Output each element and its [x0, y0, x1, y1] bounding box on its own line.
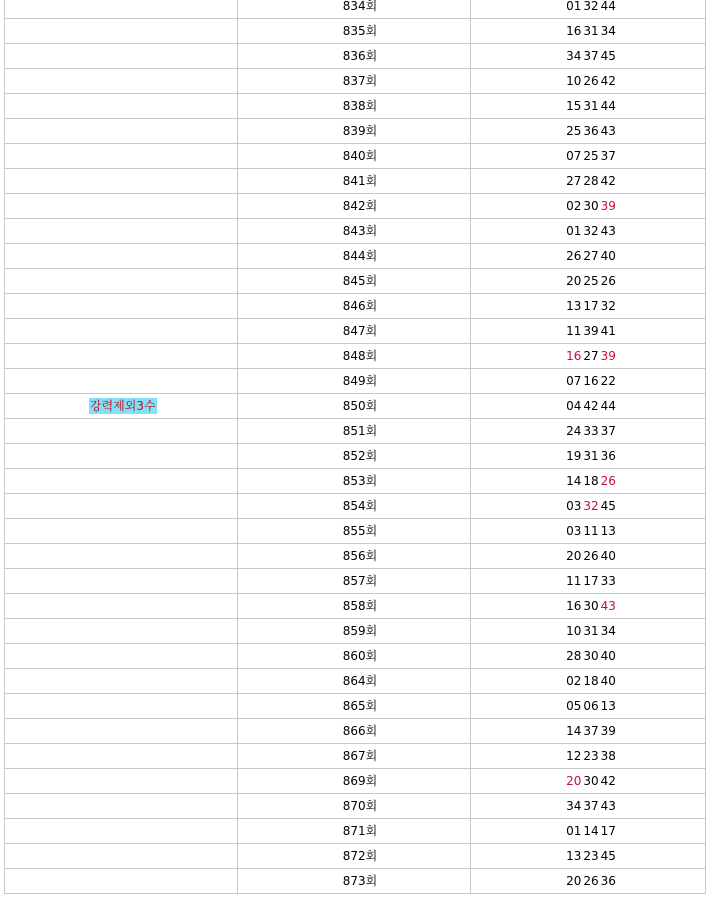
number: 16: [566, 599, 582, 613]
table-row: [5, 744, 705, 769]
table-row: [5, 669, 705, 694]
round-cell: 873회: [238, 869, 471, 893]
numbers-cell: [471, 394, 703, 418]
table-row: [5, 469, 705, 494]
number: 14: [583, 824, 599, 838]
round-cell: 866회: [238, 719, 471, 743]
round-cell: 851회: [238, 419, 471, 443]
number: 37: [583, 724, 599, 738]
table-row: [5, 644, 705, 669]
number: 28: [566, 649, 582, 663]
round-cell: 840회: [238, 144, 471, 168]
number: 30: [583, 649, 599, 663]
note-cell: [5, 169, 238, 193]
note-cell: [5, 94, 238, 118]
note-cell: [5, 544, 238, 568]
number: 36: [600, 449, 616, 463]
round-cell: 848회: [238, 344, 471, 368]
number: 23: [583, 849, 599, 863]
number: 07: [566, 374, 582, 388]
number: 40: [600, 249, 616, 263]
table-row: [5, 344, 705, 369]
number: 12: [566, 749, 582, 763]
note-cell: [5, 769, 238, 793]
number: 30: [583, 199, 599, 213]
numbers-cell: [471, 294, 703, 318]
highlighted-number: 26: [600, 474, 616, 488]
number: 25: [566, 124, 582, 138]
number: 43: [600, 124, 616, 138]
number: 27: [583, 249, 599, 263]
number: 42: [600, 174, 616, 188]
numbers-cell: [471, 794, 703, 818]
number: 19: [566, 449, 582, 463]
numbers-cell: [471, 719, 703, 743]
note-cell: [5, 744, 238, 768]
note-cell: [5, 319, 238, 343]
table-row: [5, 569, 705, 594]
note-cell: [5, 644, 238, 668]
round-cell: 837회: [238, 69, 471, 93]
number: 31: [583, 624, 599, 638]
number: 40: [600, 649, 616, 663]
number: 30: [583, 599, 599, 613]
table-row: [5, 869, 705, 894]
number: 43: [600, 799, 616, 813]
table-row: [5, 219, 705, 244]
number: 16: [583, 374, 599, 388]
note-cell: [5, 669, 238, 693]
number: 01: [566, 0, 582, 13]
note-cell: [5, 244, 238, 268]
note-cell: [5, 594, 238, 618]
numbers-cell: [471, 94, 703, 118]
number: 01: [566, 224, 582, 238]
number: 38: [600, 749, 616, 763]
numbers-cell: [471, 0, 703, 18]
table-row: [5, 519, 705, 544]
round-cell: 834회: [238, 0, 471, 18]
number: 27: [566, 174, 582, 188]
table-row: [5, 719, 705, 744]
table-row: [5, 94, 705, 119]
note-cell: [5, 194, 238, 218]
numbers-cell: [471, 144, 703, 168]
round-cell: 850회: [238, 394, 471, 418]
number: 16: [566, 24, 582, 38]
number: 39: [600, 724, 616, 738]
table-row: [5, 244, 705, 269]
note-cell: [5, 69, 238, 93]
note-cell: [5, 794, 238, 818]
numbers-cell: [471, 644, 703, 668]
numbers-cell: [471, 19, 703, 43]
number: 25: [583, 149, 599, 163]
table-row: [5, 494, 705, 519]
round-cell: 858회: [238, 594, 471, 618]
numbers-cell: [471, 194, 703, 218]
highlighted-number: 20: [566, 774, 582, 788]
number: 45: [600, 49, 616, 63]
table-row: [5, 44, 705, 69]
number: 06: [583, 699, 599, 713]
numbers-cell: [471, 269, 703, 293]
note-cell: [5, 844, 238, 868]
number: 20: [566, 874, 582, 888]
number: 39: [583, 324, 599, 338]
number: 42: [583, 399, 599, 413]
numbers-cell: [471, 44, 703, 68]
numbers-cell: [471, 169, 703, 193]
note-cell: [5, 869, 238, 893]
number: 10: [566, 624, 582, 638]
numbers-cell: [471, 694, 703, 718]
number: 10: [566, 74, 582, 88]
note-cell: [5, 394, 238, 418]
number: 15: [566, 99, 582, 113]
number: 26: [566, 249, 582, 263]
round-cell: 843회: [238, 219, 471, 243]
number: 01: [566, 824, 582, 838]
table-row: [5, 0, 705, 19]
note-cell: [5, 119, 238, 143]
note-cell: [5, 269, 238, 293]
note-cell: [5, 444, 238, 468]
round-cell: 846회: [238, 294, 471, 318]
table-row: [5, 544, 705, 569]
round-cell: 854회: [238, 494, 471, 518]
note-cell: [5, 0, 238, 18]
note-cell: [5, 369, 238, 393]
round-cell: 864회: [238, 669, 471, 693]
number: 37: [600, 149, 616, 163]
number: 41: [600, 324, 616, 338]
round-cell: 870회: [238, 794, 471, 818]
number: 05: [566, 699, 582, 713]
round-cell: 853회: [238, 469, 471, 493]
numbers-cell: [471, 769, 703, 793]
numbers-cell: [471, 619, 703, 643]
round-cell: 869회: [238, 769, 471, 793]
number: 44: [600, 99, 616, 113]
number: 32: [583, 224, 599, 238]
number: 32: [583, 0, 599, 13]
table-row: [5, 169, 705, 194]
number: 25: [583, 274, 599, 288]
round-cell: 845회: [238, 269, 471, 293]
note-cell: [5, 494, 238, 518]
number: 33: [600, 574, 616, 588]
numbers-cell: [471, 744, 703, 768]
number: 37: [583, 49, 599, 63]
table-row: [5, 769, 705, 794]
round-cell: 855회: [238, 519, 471, 543]
note-cell: [5, 144, 238, 168]
round-cell: 857회: [238, 569, 471, 593]
table-row: [5, 444, 705, 469]
number: 20: [566, 549, 582, 563]
round-cell: 836회: [238, 44, 471, 68]
note-cell: [5, 469, 238, 493]
number: 17: [583, 574, 599, 588]
table-row: [5, 419, 705, 444]
number: 14: [566, 474, 582, 488]
round-cell: 871회: [238, 819, 471, 843]
table-row: [5, 594, 705, 619]
highlighted-number: 32: [583, 499, 599, 513]
highlighted-number: 16: [566, 349, 582, 363]
number: 02: [566, 674, 582, 688]
table-row: [5, 619, 705, 644]
number: 18: [583, 674, 599, 688]
exclusion-note: 강력제외3수: [90, 399, 156, 413]
number: 11: [566, 574, 582, 588]
number: 32: [600, 299, 616, 313]
numbers-cell: [471, 219, 703, 243]
note-cell: [5, 344, 238, 368]
number: 34: [566, 49, 582, 63]
number: 31: [583, 449, 599, 463]
numbers-cell: [471, 569, 703, 593]
number: 44: [600, 399, 616, 413]
number: 40: [600, 549, 616, 563]
table-row: [5, 819, 705, 844]
round-cell: 859회: [238, 619, 471, 643]
note-cell: [5, 819, 238, 843]
round-cell: 842회: [238, 194, 471, 218]
round-cell: 860회: [238, 644, 471, 668]
table-row: [5, 794, 705, 819]
numbers-cell: [471, 669, 703, 693]
number: 26: [583, 549, 599, 563]
numbers-cell: [471, 369, 703, 393]
numbers-cell: [471, 844, 703, 868]
number: 37: [600, 424, 616, 438]
number: 40: [600, 674, 616, 688]
round-cell: 867회: [238, 744, 471, 768]
numbers-cell: [471, 419, 703, 443]
round-cell: 852회: [238, 444, 471, 468]
number: 03: [566, 499, 582, 513]
round-cell: 856회: [238, 544, 471, 568]
number: 03: [566, 524, 582, 538]
number: 34: [566, 799, 582, 813]
number: 31: [583, 99, 599, 113]
note-cell: [5, 719, 238, 743]
table-row: [5, 369, 705, 394]
numbers-cell: [471, 119, 703, 143]
lotto-results-table: [4, 0, 706, 894]
number: 23: [583, 749, 599, 763]
number: 04: [566, 399, 582, 413]
round-cell: 838회: [238, 94, 471, 118]
number: 13: [566, 849, 582, 863]
number: 07: [566, 149, 582, 163]
round-cell: 844회: [238, 244, 471, 268]
table-row: [5, 119, 705, 144]
number: 26: [600, 274, 616, 288]
number: 17: [583, 299, 599, 313]
number: 18: [583, 474, 599, 488]
number: 14: [566, 724, 582, 738]
note-cell: [5, 19, 238, 43]
number: 31: [583, 24, 599, 38]
number: 11: [583, 524, 599, 538]
table-row: [5, 19, 705, 44]
number: 43: [600, 224, 616, 238]
number: 44: [600, 0, 616, 13]
highlighted-number: 43: [600, 599, 616, 613]
note-cell: [5, 569, 238, 593]
table-row: [5, 144, 705, 169]
number: 13: [600, 524, 616, 538]
table-row: [5, 69, 705, 94]
number: 26: [583, 74, 599, 88]
number: 33: [583, 424, 599, 438]
number: 34: [600, 624, 616, 638]
numbers-cell: [471, 244, 703, 268]
table-row: [5, 294, 705, 319]
numbers-cell: [471, 319, 703, 343]
number: 42: [600, 74, 616, 88]
number: 13: [600, 699, 616, 713]
numbers-cell: [471, 69, 703, 93]
number: 27: [583, 349, 599, 363]
number: 36: [583, 124, 599, 138]
note-cell: [5, 694, 238, 718]
highlighted-number: 39: [600, 349, 616, 363]
number: 20: [566, 274, 582, 288]
number: 02: [566, 199, 582, 213]
round-cell: 839회: [238, 119, 471, 143]
round-cell: 841회: [238, 169, 471, 193]
note-cell: [5, 44, 238, 68]
number: 37: [583, 799, 599, 813]
number: 45: [600, 499, 616, 513]
number: 26: [583, 874, 599, 888]
note-cell: [5, 619, 238, 643]
numbers-cell: [471, 519, 703, 543]
table-row: [5, 319, 705, 344]
numbers-cell: [471, 869, 703, 893]
round-cell: 835회: [238, 19, 471, 43]
numbers-cell: [471, 444, 703, 468]
round-cell: 872회: [238, 844, 471, 868]
number: 28: [583, 174, 599, 188]
table-row: [5, 844, 705, 869]
number: 24: [566, 424, 582, 438]
table-row: [5, 269, 705, 294]
round-cell: 847회: [238, 319, 471, 343]
number: 42: [600, 774, 616, 788]
round-cell: 865회: [238, 694, 471, 718]
note-cell: [5, 294, 238, 318]
numbers-cell: [471, 494, 703, 518]
number: 22: [600, 374, 616, 388]
note-cell: [5, 419, 238, 443]
number: 17: [600, 824, 616, 838]
number: 13: [566, 299, 582, 313]
numbers-cell: [471, 819, 703, 843]
table-row: [5, 394, 705, 419]
number: 11: [566, 324, 582, 338]
numbers-cell: [471, 594, 703, 618]
note-cell: [5, 219, 238, 243]
numbers-cell: [471, 344, 703, 368]
number: 30: [583, 774, 599, 788]
numbers-cell: [471, 469, 703, 493]
number: 45: [600, 849, 616, 863]
number: 36: [600, 874, 616, 888]
table-row: [5, 194, 705, 219]
table-row: [5, 694, 705, 719]
highlighted-number: 39: [600, 199, 616, 213]
number: 34: [600, 24, 616, 38]
round-cell: 849회: [238, 369, 471, 393]
note-cell: [5, 519, 238, 543]
numbers-cell: [471, 544, 703, 568]
